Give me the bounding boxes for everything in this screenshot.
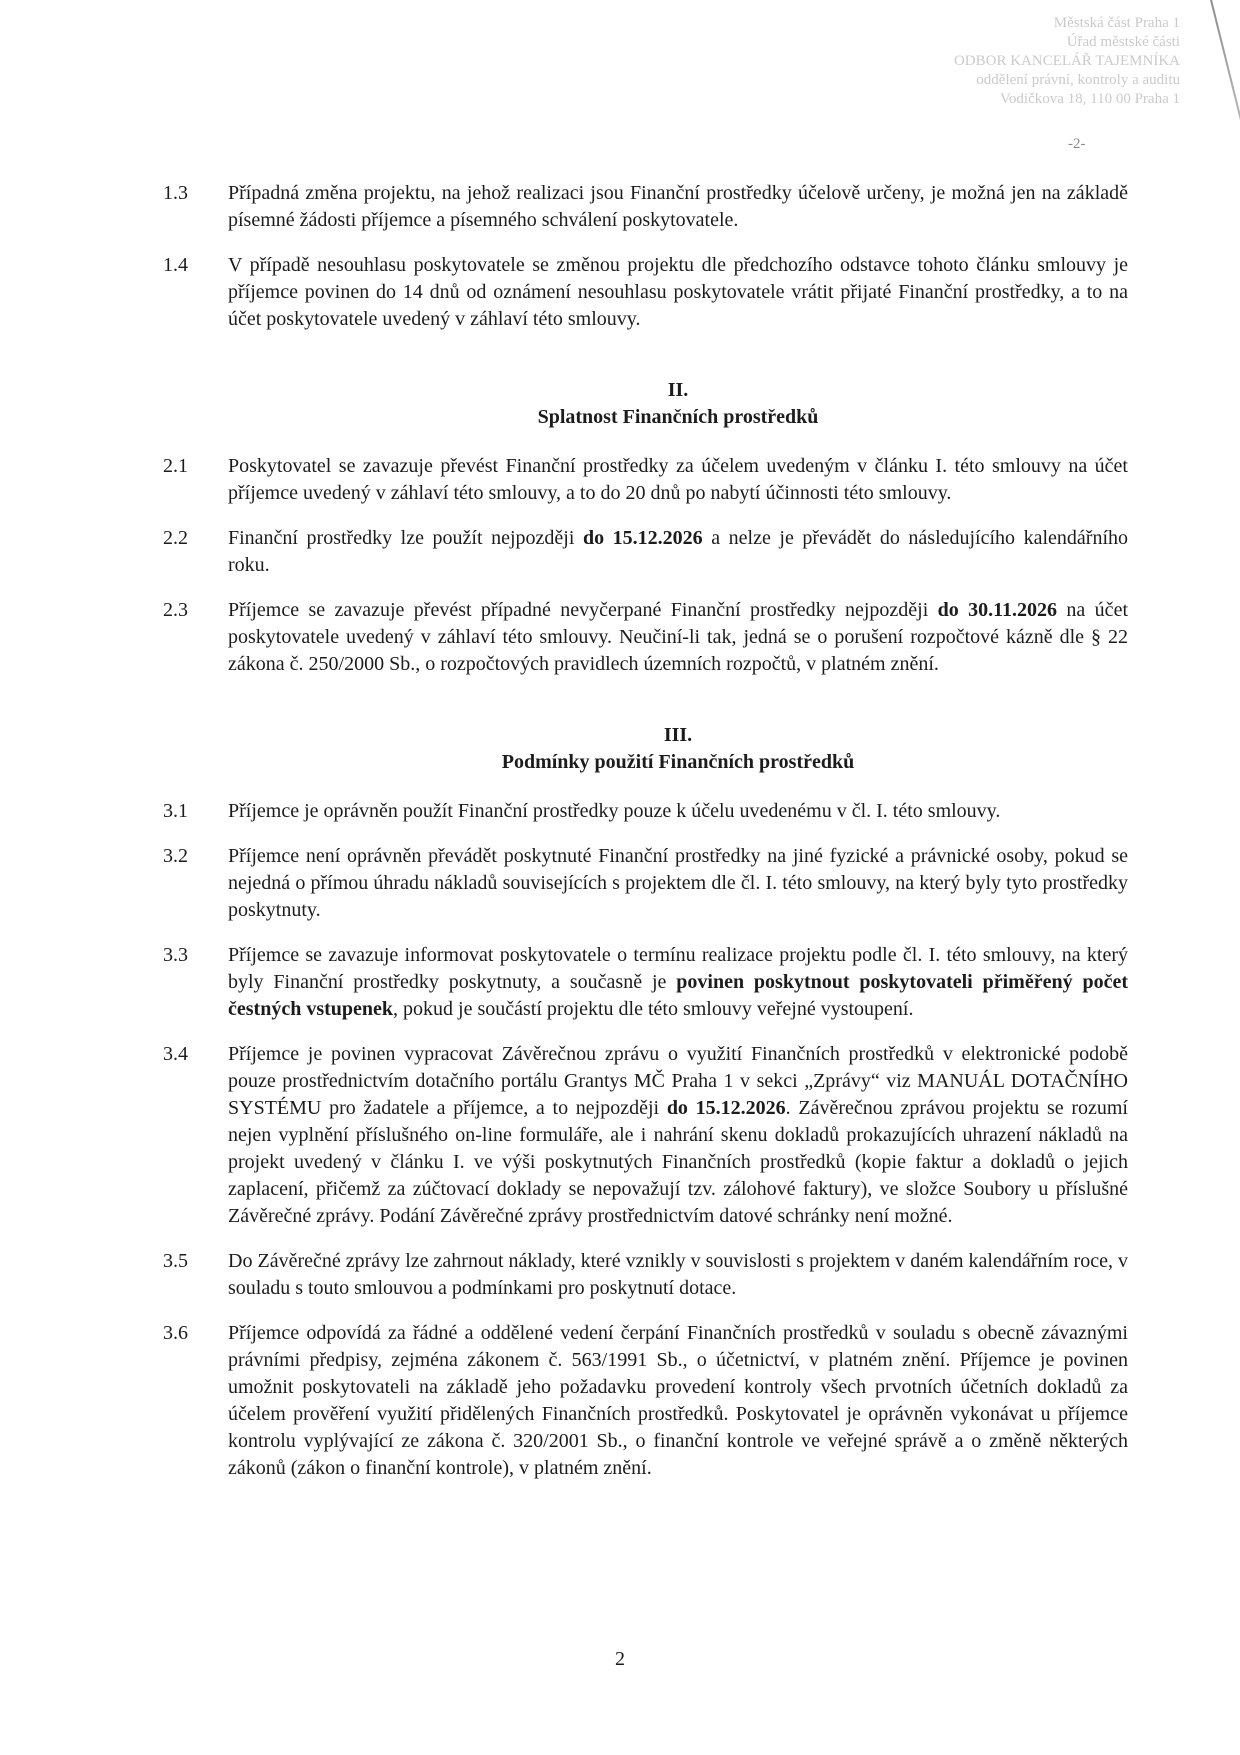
clause-emphasis: povinen poskytnout poskytovateli přiměřený počet čestných vstupenek: [228, 971, 1128, 1020]
clause-text: Finanční prostředky lze použít nejpozději: [228, 527, 583, 549]
clause-number: 3.3: [163, 944, 188, 966]
clause-text: a nelze je převádět do následujícího kalendářního roku.: [228, 527, 1129, 576]
clause-text: Příjemce se zavazuje převést případné nevyčerpané Finanční prostředky nejpozději: [228, 599, 938, 621]
clause-2-1: [163, 453, 1128, 507]
clause-1-3: [163, 180, 1128, 234]
section-title: Podmínky použití Finančních prostředků: [501, 751, 855, 773]
clause-deadline: do 15.12.2026: [666, 1097, 786, 1119]
clause-deadline: do 15.12.2026: [582, 527, 703, 549]
clause-3-6: [163, 1320, 1128, 1482]
clause-text: Příjemce odpovídá za řádné a oddělené vedení čerpání Finančních prostředků v souladu s obecně závaznými právními předpisy, zejména zákonem č. 563/1991 Sb., o účetnictví, v platném znění. Příjemce je povinen umožnit poskytovateli na základě jeho požadavku provedení kontroly všech prvotních účetních dokladů za účelem prověření využití přidělených Finančních prostředků. Poskytovatel je oprávněn vykonávat u příjemce kontrolu vyplývající ze zákona č. 320/2001 Sb., o finanční kontrole ve veřejné správě a o změně některých zákonů (zákon o finanční kontrole), v platném znění.: [228, 1322, 1128, 1479]
paper-fold-line: [1210, 0, 1240, 194]
document-body: [163, 180, 1128, 1500]
clause-text: Příjemce je oprávněn použít Finanční prostředky pouze k účelu uvedenému v čl. I. této smlouvy.: [228, 800, 1001, 822]
clause-number: 2.2: [163, 527, 188, 549]
clause-number: 3.5: [163, 1250, 188, 1272]
clause-3-4: [163, 1041, 1128, 1230]
clause-text: Poskytovatel se zavazuje převést Finanční prostředky za účelem uvedeným v článku I. této smlouvy na účet příjemce uvedený v záhlaví této smlouvy, a to do 20 dnů po nabytí účinnosti této smlouvy.: [228, 455, 1128, 504]
clause-2-2: [163, 525, 1128, 579]
clause-deadline: do 30.11.2026: [937, 599, 1058, 621]
clause-3-5: [163, 1248, 1128, 1302]
section-numeral: II.: [667, 379, 689, 401]
section-2-heading: [163, 377, 1128, 431]
clause-text: Do Závěrečné zprávy lze zahrnout náklady, které vznikly v souvislosti s projektem v daném kalendářním roce, v souladu s touto smlouvou a podmínkami pro poskytnutí dotace.: [228, 1250, 1128, 1299]
clause-3-3: [163, 942, 1128, 1023]
office-stamp: [930, 14, 1180, 164]
clause-text: Příjemce je povinen vypracovat Závěrečnou zprávu o využití Finančních prostředků v elektronické podobě pouze prostřednictvím dotačního portálu Grantys MČ Praha 1 v sekci „Zprávy“ viz MANUÁL DOTAČNÍHO SYSTÉMU pro žadatele a příjemce, a to nejpozději: [228, 1043, 1128, 1119]
clause-number: 2.3: [163, 599, 188, 621]
clause-number: 3.2: [163, 845, 188, 867]
stamp-line: ODBOR KANCELÁŘ TAJEMNÍKA: [953, 53, 1180, 69]
clause-1-4: [163, 252, 1128, 333]
clause-text: . Závěrečnou zprávou projektu se rozumí nejen vyplnění příslušného on-line formuláře, ale i nahrání skenu dokladů prokazujících uhrazení nákladů na projekt uvedený v článku I. ve výši poskytnutých Finančních prostředků (kopie faktur a dokladů o jejich zaplacení, přičemž za zúčtovací doklady se nepovažují tzv. zálohové faktury), ve složce Soubory u příslušné Závěrečné zprávy. Podání Závěrečné zprávy prostřednictvím datové schránky není možné.: [228, 1097, 1128, 1227]
stamp-line: Úřad městské části: [1066, 34, 1180, 50]
section-title: Splatnost Finančních prostředků: [537, 406, 819, 428]
clause-number: 3.6: [163, 1322, 188, 1344]
clause-number: 3.4: [163, 1043, 188, 1065]
page-number: 2: [615, 1648, 625, 1670]
clause-2-3: [163, 597, 1128, 678]
stamp-line: Vodičkova 18, 110 00 Praha 1: [1000, 91, 1180, 107]
clause-text: na účet poskytovatele uvedený v záhlaví této smlouvy. Neučiní-li tak, jedná se o porušení rozpočtové kázně dle § 22 zákona č. 250/2000 Sb., o rozpočtových pravidlech územních rozpočtů, v platném znění.: [228, 599, 1128, 675]
stamp-line: oddělení právní, kontroly a auditu: [976, 72, 1180, 88]
clause-3-2: [163, 843, 1128, 924]
stamp-page-mark: -2-: [1068, 136, 1086, 152]
clause-text: Příjemce se zavazuje informovat poskytovatele o termínu realizace projektu podle čl. I. této smlouvy, na který byly Finanční prostředky poskytnuty, a současně je: [228, 944, 1128, 993]
clause-number: 1.4: [163, 254, 188, 276]
clause-number: 3.1: [163, 800, 188, 822]
clause-number: 1.3: [163, 182, 188, 204]
stamp-line: Městská část Praha 1: [1053, 15, 1180, 31]
clause-text: Příjemce není oprávněn převádět poskytnuté Finanční prostředky na jiné fyzické a právnické osoby, pokud se nejedná o přímou úhradu nákladů souvisejících s projektem dle čl. I. této smlouvy, na který byly tyto prostředky poskytnuty.: [228, 845, 1128, 921]
clause-number: 2.1: [163, 455, 188, 477]
section-3-heading: [163, 722, 1128, 776]
clause-text: , pokud je součástí projektu dle této smlouvy veřejné vystoupení.: [393, 998, 914, 1020]
clause-text: Případná změna projektu, na jehož realizaci jsou Finanční prostředky účelově určeny, je možná jen na základě písemné žádosti příjemce a písemného schválení poskytovatele.: [228, 182, 1128, 231]
clause-3-1: [163, 798, 1128, 825]
clause-text: V případě nesouhlasu poskytovatele se změnou projektu dle předchozího odstavce tohoto článku smlouvy je příjemce povinen do 14 dnů od oznámení nesouhlasu poskytovatele vrátit přijaté Finanční prostředky, a to na účet poskytovatele uvedený v záhlaví této smlouvy.: [228, 254, 1128, 330]
section-numeral: III.: [663, 724, 693, 746]
